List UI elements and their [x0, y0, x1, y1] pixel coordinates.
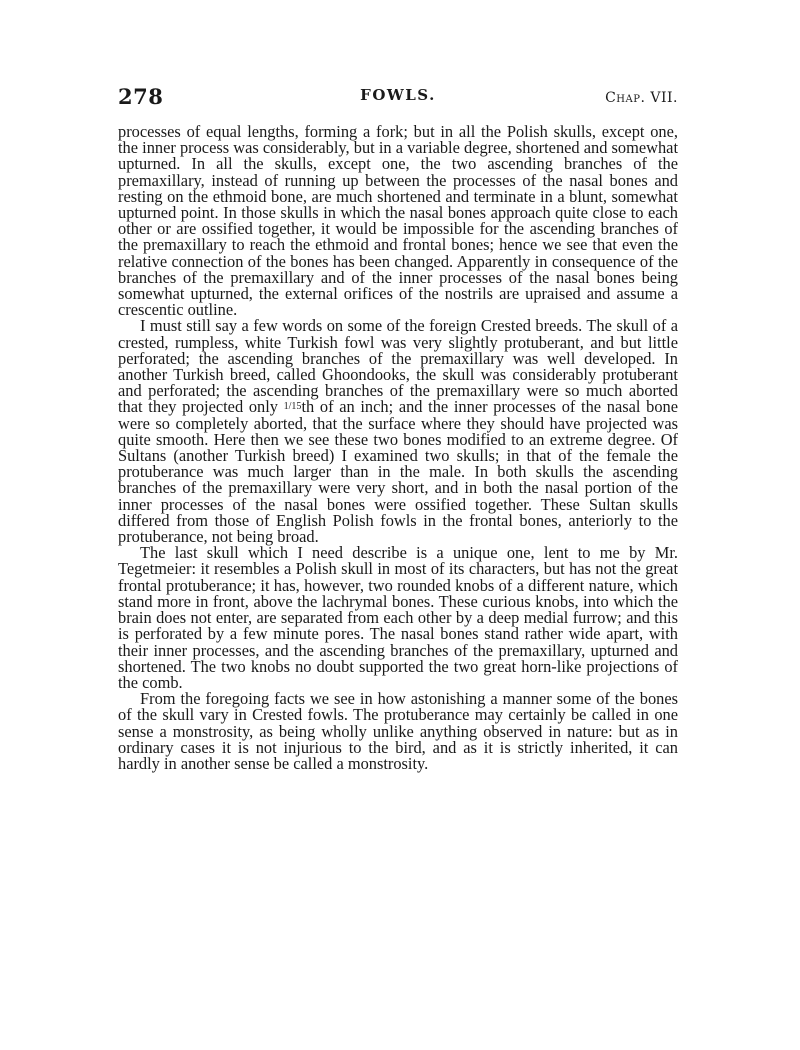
fraction: 1/15: [283, 401, 302, 413]
chapter-label: Chap. VII.: [605, 90, 678, 106]
page-number: 278: [118, 84, 164, 109]
paragraph: [118, 318, 678, 545]
paragraph-text: th of an inch; and the inner processes of the nasal bone were so completely aborted, that the surface where they should have projected was quite smooth. Here then we see these two bones modified to an extreme degree. Of Sultans (another Turkish breed) I examined two skulls; in that of the female the protuberance was much larger than in the male. In both skulls the ascending branches of the premaxillary were very short, and in both the nasal portion of the inner processes of the nasal bones were ossified together. These Sultan skulls differed from those of English Polish fowls in the frontal bones, anteriorly to the protuberance, not being broad.: [118, 397, 678, 547]
running-title: FOWLS.: [360, 86, 436, 104]
paragraph-text: The last skull which I need describe is a unique one, lent to me by Mr. Tegetmeier: it resembles a Polish skull in most of its characters, but has not the great frontal protuberance; it has, however, two rounded knobs of a different nature, which stand more in front, above the lachrymal bones. These curious knobs, into which the brain does not enter, are separated from each other by a deep medial furrow; and this is perforated by a few minute pores. The nasal bones stand rather wide apart, with their inner processes, and the ascending branches of the premaxillary, upturned and shortened. The two knobs no doubt supported the two great horn-like projections of the comb.: [118, 543, 678, 692]
paragraph-text: I must still say a few words on some of the foreign Crested breeds. The skull of a crested, rumpless, white Turkish fowl was very slightly protuberant, and but little perforated; the ascending branches of the premaxillary was well developed. In another Turkish breed, called Ghoondooks, the skull was considerably protuberant and perforated; the ascending branches of the premaxillary were so much aborted that they projected only: [118, 316, 678, 417]
paragraph: [118, 545, 678, 691]
paragraph: [118, 124, 678, 318]
paragraph-text: From the foregoing facts we see in how astonishing a manner some of the bones of the skull vary in Crested fowls. The protuberance may certainly be called in one sense a monstrosity, as being wholly unlike anything observed in nature: but as in ordinary cases it is not injurious to the bird, and as it is strictly inherited, it can hardly in another sense be called a monstrosity.: [118, 689, 678, 773]
paragraph: [118, 691, 678, 772]
paragraph-text: processes of equal lengths, forming a fork; but in all the Polish skulls, except one, the inner process was considerably, but in a variable degree, shortened and somewhat upturned. In all the skulls, except one, the two ascending branches of the premaxillary, instead of running up between the processes of the nasal bones and resting on the ethmoid bone, are much shortened and terminate in a blunt, somewhat upturned point. In those skulls in which the nasal bones approach quite close to each other or are ossified together, it would be impossible for the ascending branches of the premaxillary to reach the ethmoid and frontal bones; hence we see that even the relative connection of the bones has been changed. Apparently in consequence of the branches of the premaxillary and of the inner processes of the nasal bones being somewhat upturned, the external orifices of the nostrils are upraised and assume a crescentic outline.: [118, 122, 678, 320]
body-text: [118, 124, 678, 772]
page-header: [118, 84, 678, 124]
book-page: [118, 84, 678, 772]
